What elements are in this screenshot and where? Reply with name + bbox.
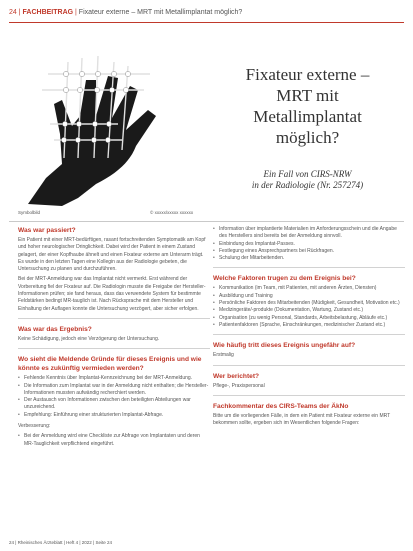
list-item: • Festlegung eines Ansprechpartners bei Rückfragen. [213, 248, 405, 255]
section-heading: Wer berichtet? [213, 372, 260, 380]
image-credit: © xxxxx/xxxxx xxxxxx [150, 210, 194, 215]
title-line: MRT mit [276, 86, 339, 105]
running-title: Fixateur externe – MRT mit Metallimplantat möglich? [78, 9, 243, 16]
paragraph: Ein Patient mit einer MRT-bedürftigen, rasant fortschreitenden Symptomatik am Kopf und hoher neurologischer Dringlichkeit. Dabei wird der Patient in einem Zustand gelagert, der einer Kopfhaube ähnelt und einen Fixateur externe am Unterarm trägt. Es wurde in den letzten Tagen eine Kollegin aus der Radiologie gebeten, die Untersuchung zu planen und durchzuführen. [18, 237, 206, 273]
hand-xray-illustration [10, 26, 210, 206]
right-column [213, 226, 405, 430]
divider [213, 267, 405, 268]
list-item: • Der Austausch von Informationen zwischen den beteiligten Abteilungen war unzureichend. [18, 397, 210, 412]
paragraph: Bei der MRT-Anmeldung war das Implantat nicht vermerkt. Erst während der Vorbereitung fiel der Fixateur auf. Die Radiologin musste die Freigabe der Hersteller-Informationen prüfen; sie fand heraus, dass das verwendete System für bestimmte Feldstärken bedingt MR-tauglich ist. Nach Rücksprache mit dem Hersteller und Einhaltung der Auflagen konnte die Untersuchung verzögert, aber sicher erfolgen. [18, 276, 206, 312]
title-line: Metallimplantat [253, 107, 362, 126]
list-item: • Empfehlung: Einführung einer strukturierten Implantat-Abfrage. [18, 412, 210, 419]
subtitle-line: in der Radiologie (Nr. 257274) [251, 180, 364, 190]
subheading: Verbesserung: [18, 423, 51, 430]
list-item: • Organisation (zu wenig Personal, Standards, Arbeitsbelastung, Abläufe etc.) [213, 315, 405, 322]
section-heading: Wo sieht die Meldende Gründe für dieses Ereignis und wie könnte es zukünftig vermieden werden? [18, 356, 202, 373]
section-rule [9, 221, 404, 222]
list-item: • Fehlende Kenntnis über Implantat-Kennzeichnung bei der MRT-Anmeldung. [18, 375, 210, 382]
bullet-list [18, 433, 210, 448]
divider [18, 318, 210, 319]
title-line: möglich? [275, 128, 340, 147]
header-divider: | [75, 9, 79, 16]
list-item: • Die Information zum Implantat war in der Anmeldung nicht enthalten; die Hersteller-Informationen mussten aufwändig recherchiert werden. [18, 383, 210, 398]
image-caption: Symbolbild [18, 210, 41, 215]
list-item: • Persönliche Faktoren des Mitarbeitenden (Müdigkeit, Gesundheit, Motivation etc.) [213, 300, 405, 307]
section-heading: Wie häufig tritt dieses Ereignis ungefähr auf? [213, 342, 356, 350]
section-label: FACHBEITRAG [22, 9, 74, 16]
list-item: • Ausbildung und Training [213, 293, 405, 300]
list-item: • Patientenfaktoren (Sprache, Einschränkungen, medizinischer Zustand etc.) [213, 322, 405, 329]
section-heading: Was war passiert? [18, 227, 76, 234]
list-item: • Kommunikation (im Team, mit Patienten, mit anderen Ärzten, Diensten) [213, 285, 405, 292]
header-rule [9, 22, 404, 23]
list-item: • Information über implantierte Materialien im Anforderungsschein und die Angabe des Herstellers sind bereits bei der Anmeldung sinnvoll. [213, 226, 405, 241]
section-heading: Welche Faktoren trugen zu dem Ereignis bei? [213, 275, 356, 283]
running-header [9, 6, 409, 20]
answer-text: Pflege-, Praxispersonal [213, 382, 265, 389]
title-line: Fixateur externe – [245, 65, 370, 84]
header-divider: | [18, 9, 23, 16]
hero-section [0, 26, 413, 216]
list-item: • Bei der Anmeldung wird eine Checkliste zur Abfrage von Implantaten und deren MR-Tauglichkeit verpflichtend eingeführt. [18, 433, 210, 448]
section-heading: Was war das Ergebnis? [18, 325, 92, 333]
divider [213, 395, 405, 396]
section-heading: Fachkommentar des CIRS-Teams der ÄkNo [213, 402, 349, 410]
article-title [210, 64, 405, 148]
bullet-list [18, 375, 210, 419]
answer-text: Erstmalig [213, 352, 234, 359]
list-item: • Einbindung des Implantat-Passes. [213, 241, 405, 248]
page-number: 24 [9, 9, 17, 16]
left-column [18, 226, 210, 451]
list-item: • Schulung der Mitarbeitenden. [213, 255, 405, 262]
article-subtitle [210, 169, 405, 191]
divider [18, 348, 210, 349]
divider [213, 334, 405, 335]
bullet-list [213, 285, 405, 329]
bullet-list [213, 226, 405, 262]
page-footer: 24 | Rheinisches Ärzteblatt | Heft 4 | 2022 | Seite 24 [9, 540, 112, 545]
subtitle-line: Ein Fall von CIRS-NRW [263, 169, 352, 179]
paragraph: Keine Schädigung, jedoch eine Verzögerung der Untersuchung. [18, 335, 160, 342]
list-item: • Medizingeräte/-produkte (Dokumentation, Wartung, Zustand etc.) [213, 307, 405, 314]
divider [213, 365, 405, 366]
paragraph: Bitte um die vorliegenden Fälle, in dem ein Patient mit Fixateur externe ein MRT bekommen sollte, ergeben sich im Wesentlichen folgende Fragen: [213, 412, 391, 427]
